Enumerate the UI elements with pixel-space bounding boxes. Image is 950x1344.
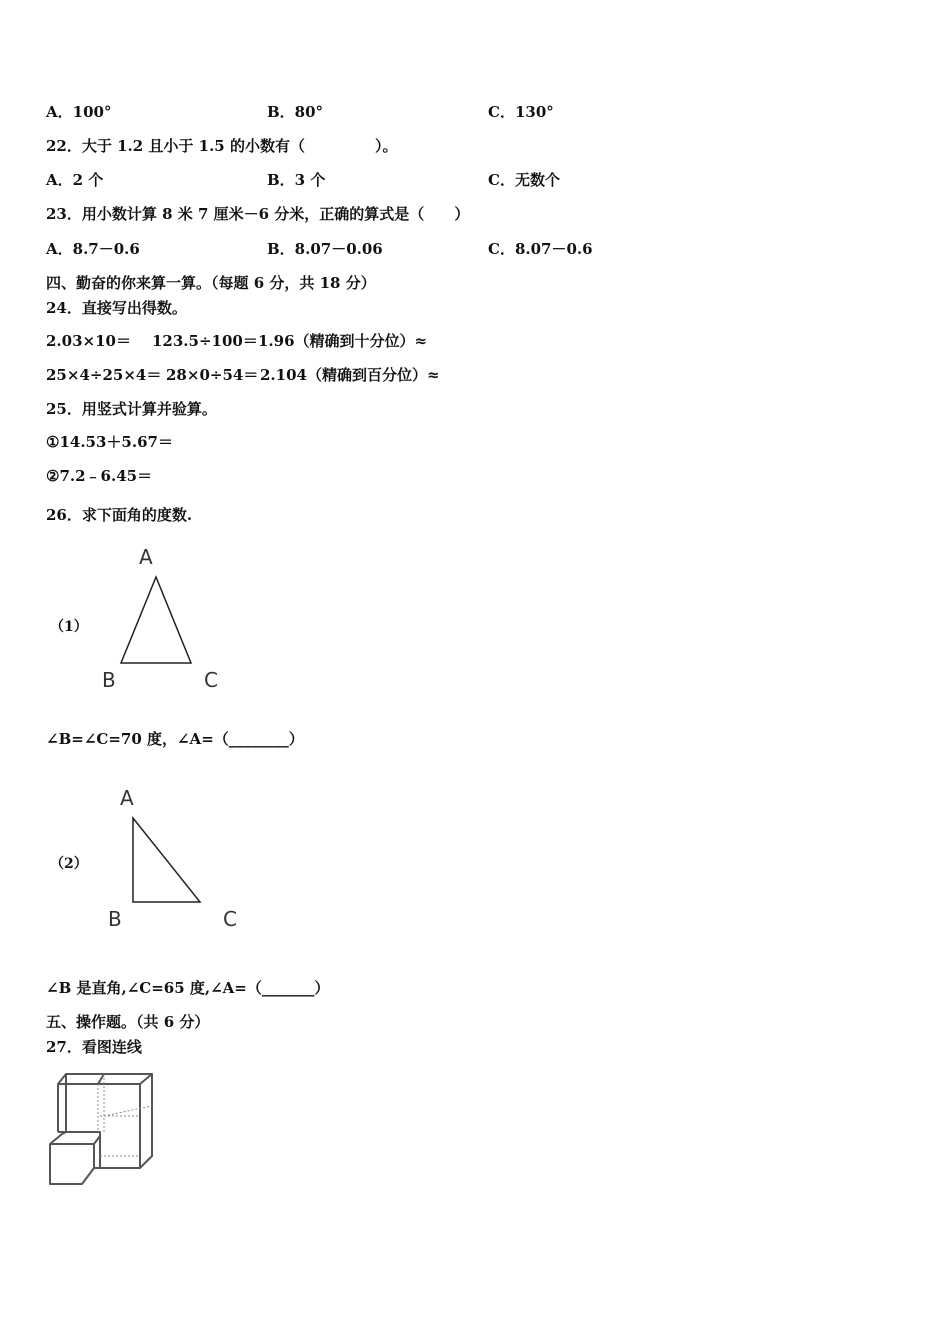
q24-row2-item2: 28×0÷54＝	[166, 366, 259, 384]
q21-option-b: B．80°	[267, 103, 324, 121]
q23-option-c: C．8.07－0.6	[488, 240, 593, 258]
q22-stem-end: ）。	[374, 137, 398, 155]
q25-item1: ①14.53＋5.67＝	[46, 433, 173, 451]
q24-stem: 24．直接写出得数。	[46, 299, 187, 317]
q27-stem: 27．看图连线	[46, 1038, 142, 1056]
q21-option-c: C．130°	[488, 103, 554, 121]
triangle-1-shape	[121, 577, 191, 663]
q26-answer2-blank: _______	[261, 979, 315, 997]
q24-row2-item3: 2.104（精确到百分位）≈	[260, 366, 440, 384]
q24-row2-item1: 25×4÷25×4＝	[46, 366, 162, 384]
section5-title: 五、操作题。（共 6 分）	[46, 1013, 210, 1031]
q26-fig2-tag: （2）	[50, 856, 88, 872]
q23-option-b: B．8.07－0.06	[267, 240, 383, 258]
q26-answer2	[46, 978, 329, 998]
q26-answer1	[46, 729, 304, 749]
q26-fig1-label-c: C	[204, 668, 218, 692]
q26-answer1-blank: ________	[228, 730, 289, 748]
q23-option-a: A．8.7－0.6	[46, 240, 140, 258]
q24-row1-item1: 2.03×10＝	[46, 332, 131, 350]
q26-fig1-label-a: A	[139, 545, 153, 569]
q27-cube-figure	[44, 1066, 164, 1191]
q23-stem	[46, 204, 469, 224]
q22-stem	[46, 136, 397, 156]
q25-stem: 25．用竖式计算并验算。	[46, 400, 217, 418]
q26-fig2-label-c: C	[223, 907, 237, 931]
q26-fig2-label-b: B	[108, 907, 122, 931]
q24-row1-item2: 123.5÷100＝	[152, 332, 258, 350]
q22-option-b: B．3 个	[267, 171, 326, 189]
q26-answer2-end: ）	[314, 979, 330, 997]
q21-option-a: A．100°	[46, 103, 112, 121]
q26-fig1-label-b: B	[102, 668, 116, 692]
q26-stem: 26．求下面角的度数.	[46, 506, 193, 524]
q25-item2: ②7.2﹣6.45＝	[46, 467, 153, 485]
q26-fig2-label-a: A	[120, 786, 134, 810]
q24-row1-item3: 1.96（精确到十分位）≈	[258, 332, 428, 350]
q23-stem-text: 23．用小数计算 8 米 7 厘米－6 分米，正确的算式是（	[46, 205, 425, 223]
q26-fig1-tag: （1）	[50, 619, 88, 635]
q26-answer1-end: ）	[288, 730, 304, 748]
q23-stem-end: ）	[454, 205, 470, 223]
triangle-2-shape	[133, 818, 200, 902]
q26-answer1-text: ∠B=∠C=70 度，∠A=（	[46, 730, 229, 748]
section4-title: 四、勤奋的你来算一算。（每题 6 分，共 18 分）	[46, 274, 376, 292]
q26-answer2-text: ∠B 是直角,∠C=65 度,∠A=（	[46, 979, 262, 997]
q22-option-c: C．无数个	[488, 171, 560, 189]
q22-option-a: A．2 个	[46, 171, 104, 189]
q22-stem-text: 22．大于 1.2 且小于 1.5 的小数有（	[46, 137, 305, 155]
